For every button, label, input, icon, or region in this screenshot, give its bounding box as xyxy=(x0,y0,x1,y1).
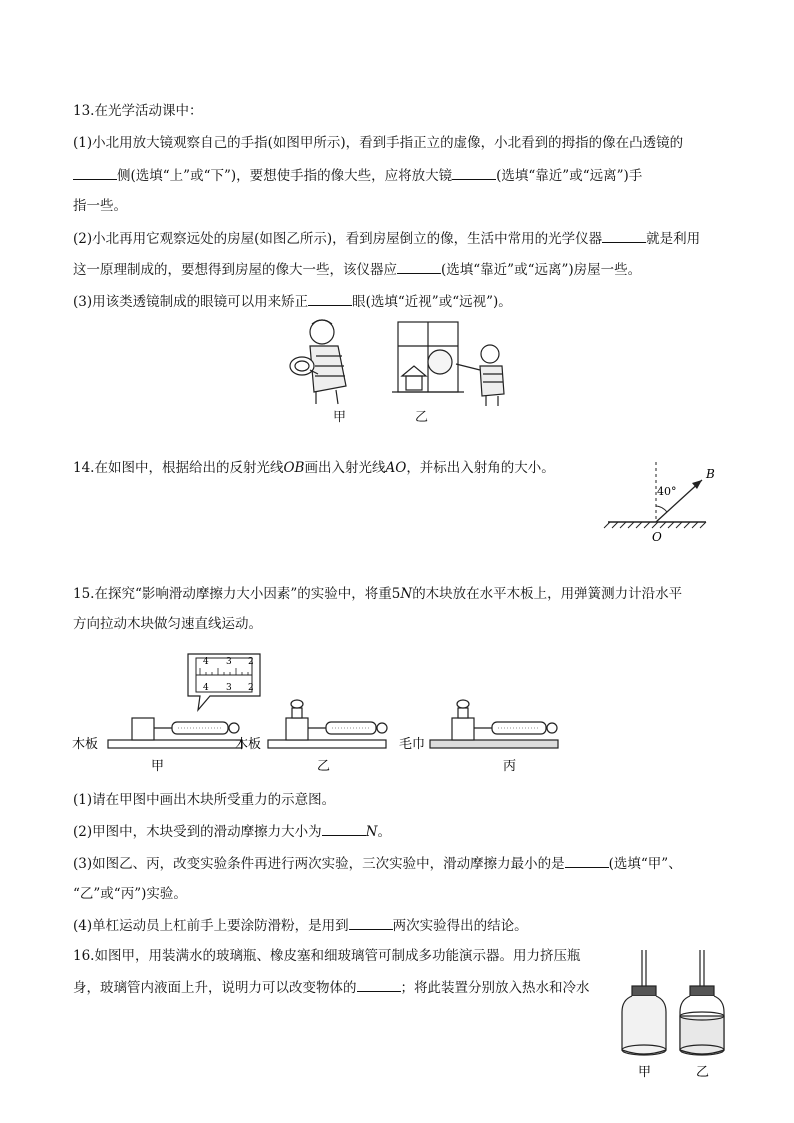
angle-label: 40° xyxy=(657,485,677,498)
setup-yi xyxy=(268,700,387,748)
answer-blank[interactable] xyxy=(73,165,117,180)
point-b-label: B xyxy=(706,467,715,481)
q16-line1: 16.如图甲，用装满水的玻璃瓶、橡皮塞和细玻璃管可制成多功能演示器。用力挤压瓶 xyxy=(73,948,581,964)
answer-blank[interactable] xyxy=(602,228,646,243)
answer-blank[interactable] xyxy=(565,853,609,868)
q14-reflection-diagram xyxy=(600,458,720,548)
figure-label-jia: 甲 xyxy=(151,759,165,774)
q13-part3: (3)用该类透镜制成的眼镜可以用来矫正 眼(选填“近视”或“远视”)。 xyxy=(73,291,512,312)
q13-part2-line2: 这一原理制成的，要想得到房屋的像大一些，该仪器应 (选填“靠近”或“远离”)房屋一些。 xyxy=(73,259,641,280)
window-house-image xyxy=(392,322,504,406)
q14-text: 14.在如图中，根据给出的反射光线OB画出入射光线AO，并标出入射角的大小。 xyxy=(73,460,555,476)
scale-digit: 4 xyxy=(203,683,209,693)
figure-label-yi: 乙 xyxy=(317,759,331,774)
surface-label-board: 木板 xyxy=(235,737,262,752)
answer-blank[interactable] xyxy=(322,821,366,836)
figure-label-bing: 丙 xyxy=(503,759,517,774)
q15-friction-figure xyxy=(72,642,572,777)
scale-digit: 2 xyxy=(248,683,254,693)
figure-label-yi: 乙 xyxy=(696,1065,710,1080)
scale-zoom-callout xyxy=(188,654,260,710)
figure-label-jia: 甲 xyxy=(638,1065,652,1080)
q13-part1-line1: (1)小北用放大镜观察自己的手指(如图甲所示)，看到手指正立的虚像，小北看到的拇指的像在凸透镜的 xyxy=(73,135,684,151)
answer-blank[interactable] xyxy=(452,165,496,180)
q15-sub3-line2: “乙”或“丙”)实验。 xyxy=(73,886,187,902)
q15-sub2: (2)甲图中，木块受到的滑动摩擦力大小为 N。 xyxy=(73,821,391,842)
setup-bing xyxy=(430,700,558,748)
q13-part1-line3: 指一些。 xyxy=(73,198,127,214)
surface-label-board: 木板 xyxy=(72,737,99,752)
mirror-hatching xyxy=(604,522,706,528)
scale-digit: 4 xyxy=(203,657,209,667)
point-o-label: O xyxy=(652,530,662,544)
answer-blank[interactable] xyxy=(397,259,441,274)
angle-arc xyxy=(656,506,667,512)
figure-label-yi: 乙 xyxy=(415,410,429,425)
bottle-jia xyxy=(622,950,666,1055)
scale-digit: 3 xyxy=(226,683,232,693)
answer-blank[interactable] xyxy=(357,977,401,992)
bottle-yi xyxy=(680,950,724,1055)
q15-line2: 方向拉动木块做匀速直线运动。 xyxy=(73,616,262,632)
q13-part1-line2: 侧(选填“上”或“下”)，要想使手指的像大些，应将放大镜 (选填“靠近”或“远离”)手 xyxy=(73,165,642,186)
surface-label-towel: 毛巾 xyxy=(399,737,426,752)
q16-bottle-figure xyxy=(618,946,738,1084)
q15-sub3-line1: (3)如图乙、丙，改变实验条件再进行两次实验，三次实验中，滑动摩擦力最小的是 (选填“甲”、 xyxy=(73,853,682,874)
answer-blank[interactable] xyxy=(349,915,393,930)
answer-blank[interactable] xyxy=(308,291,352,306)
q16-line2: 身，玻璃管内液面上升，说明力可以改变物体的 ；将此装置分别放入热水和冷水 xyxy=(73,977,590,998)
q13-figure xyxy=(280,316,520,408)
q15-line1: 15.在探究“影响滑动摩擦力大小因素”的实验中，将重5N的木块放在水平木板上，用弹簧测力计沿水平 xyxy=(73,586,683,602)
q13-title: 13.在光学活动课中： xyxy=(73,103,203,119)
q15-sub4: (4)单杠运动员上杠前手上要涂防滑粉，是用到 两次实验得出的结论。 xyxy=(73,915,528,936)
figure-label-jia: 甲 xyxy=(333,410,347,425)
scale-digit: 2 xyxy=(248,657,254,667)
boy-with-magnifier-image xyxy=(290,320,346,404)
scale-digit: 3 xyxy=(226,657,232,667)
setup-jia xyxy=(108,718,242,748)
q15-sub1: (1)请在甲图中画出木块所受重力的示意图。 xyxy=(73,792,336,808)
q13-part2-line1: (2)小北再用它观察远处的房屋(如图乙所示)，看到房屋倒立的像，生活中常用的光学仪器 就是利用 xyxy=(73,228,700,249)
